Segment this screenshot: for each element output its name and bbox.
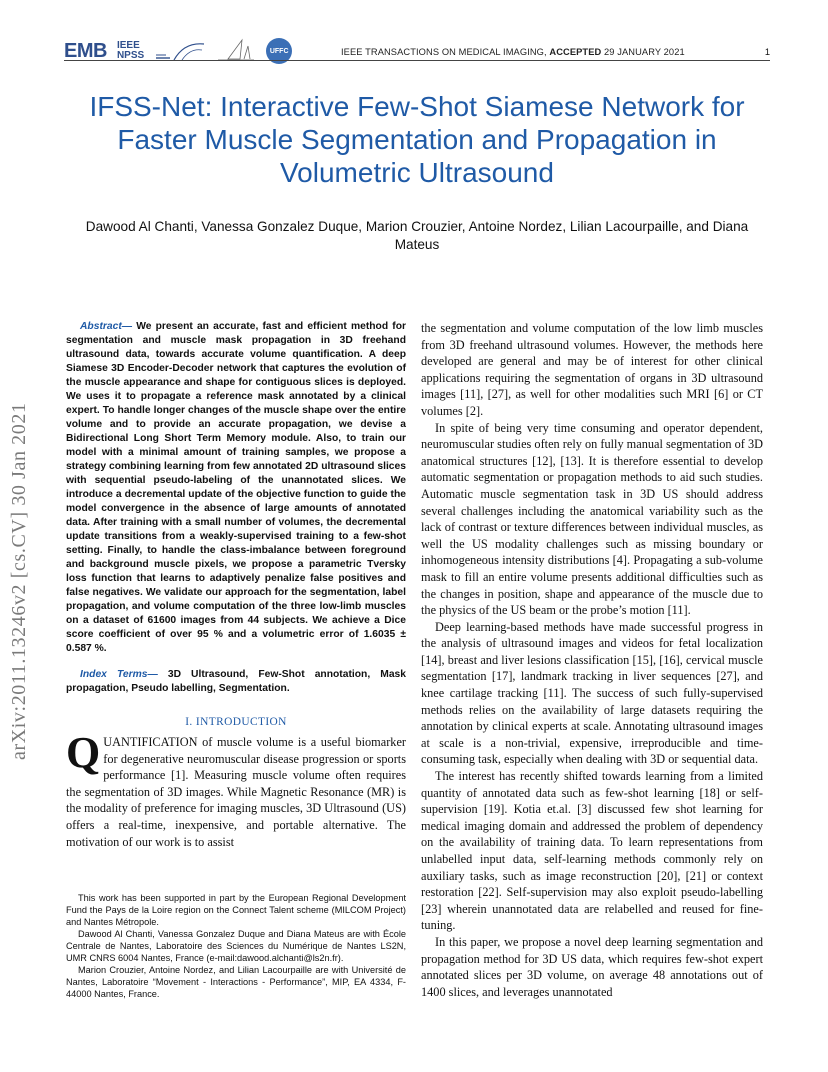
page-header (64, 34, 770, 68)
journal-accepted: ACCEPTED (549, 47, 602, 57)
journal-line (341, 47, 685, 57)
index-terms-text: 3D Ultrasound, Few-Shot annotation, Mask propagation, Pseudo labelling, Segmentation. (66, 669, 407, 694)
paper-title: IFSS-Net: Interactive Few-Shot Siamese Network for Faster Muscle Segmentation and Propagation in Volumetric Ultrasound (89, 91, 745, 188)
index-terms (66, 668, 406, 696)
left-column (66, 320, 406, 850)
abstract-text: We present an accurate, fast and efficient method for segmentation and muscle mask propagation in 3D freehand ultrasound data, towards accurate volume quantification. A deep Siamese 3D Encoder-Decoder network that captures the evolution of the muscle appearance and shape for contiguous slices is deployed. We uses it to propagate a reference mask annotated by a clinical expert. To handle longer changes of the muscle shape over the entire volume and to provide an accurate propagation, we devise a Bidirectional Long Short Term Memory module. Also, to train our model with a minimal amount of training samples, we propose a strategy combining learning from few annotated 2D ultrasound slices with sequential pseudo-labeling of the unannotated slices. We introduce a decremental update of the objective function to guide the model convergence in the absence of large amounts of annotated data. After training with a small number of volumes, the decremental update transitions from a weakly-supervised training to a few-shot setting. Finally, to handle the class-imbalance between foreground and background muscle pixels, we propose a parametric Tversky loss function that learns to adaptively penalize false positives and false negatives. We validate our approach for the segmentation, label propagation, and volume computation of the three low-limb muscles on a dataset of 61600 images from 44 subjects. We achieve a Dice score coefficient of over 95 % and a volumetric error of 1.6035 ± 0.587 %. (66, 321, 406, 654)
author-list: Dawood Al Chanti, Vanessa Gonzalez Duque, Marion Crouzier, Antoine Nordez, Lilian Lacourpaille, and Diana Mateus (85, 219, 749, 252)
intro-text: UANTIFICATION of muscle volume is a useful biomarker for degenerative neuromuscular disease progression or sports performance [1]. Measuring muscle volume often requires the segmentation of 3D images. While Magnetic Resonance (MR) is the modality of preference for imaging muscles, 3D Ultrasound (US) offers a real-time, inexpensive, and portable alternative. The motivation of our work is to assist (66, 735, 406, 849)
page-number: 1 (764, 47, 770, 57)
footnotes (66, 892, 406, 1000)
dropcap: Q (66, 728, 101, 777)
arxiv-stamp: arXiv:2011.13246v2 [cs.CV] 30 Jan 2021 (8, 402, 30, 760)
society-logos (64, 34, 292, 68)
abstract (66, 320, 406, 656)
body-paragraph: Deep learning-based methods have made successful progress in the analysis of ultrasound images and videos for fetal localization [14], breast and liver lesions classification [15], [16], cervical muscle segmentation [17], landmark tracking in liver sequences [27], and knee cartilage tracking [11]. The success of such fully-supervised methods relies on the availability of large datasets requiring the annotation by clinical experts at scale. Annotating ultrasound images at scale is a non-trivial, expensive, irreproducible and time-consuming task, especially when dealing with 3D or sequential data. (421, 619, 763, 767)
journal-prefix: IEEE TRANSACTIONS ON MEDICAL IMAGING, (341, 47, 550, 57)
body-paragraph: The interest has recently shifted towards learning from a limited quantity of annotated data such as few-shot learning [18] or self-supervision [19]. Kotia et.al. [3] discussed few shot learning for medical imaging domain and addressed the problem of dependency on the availability of training data. To learn representations from unlabelled input data, self-learning methods commonly rely on auxiliary tasks, such as image reconstruction [20], [21] or context restoration [22]. Self-supervision may also exploit pseudo-labelling [23] wherein unannotated data are relabelled and reused for fine-tuning. (421, 769, 763, 933)
footnote-affiliation-2: Marion Crouzier, Antoine Nordez, and Lilian Lacourpaille are with Université de Nantes, Laboratoire “Movement - Interactions - Performance”, MIP, EA 4334, F-44000 Nantes, France. (66, 965, 406, 999)
section-heading: I. INTRODUCTION (185, 716, 287, 728)
signal-processing-society-logo (154, 40, 206, 62)
right-column (421, 320, 763, 1000)
footnote-affiliation-1: Dawood Al Chanti, Vanessa Gonzalez Duque and Diana Mateus are with École Centrale de Nantes, Laboratoire des Sciences du Numérique de Nantes LS2N, UMR CNRS 6004 Nantes, France (e-mail:dawood.alchanti@ls2n.fr). (66, 929, 406, 963)
footnote-funding: This work has been supported in part by the European Regional Development Fund the Pays de la Loire region on the Connect Talent scheme (MILCOM Project) and Nantes Métropole. (66, 893, 406, 927)
intro-paragraph (66, 728, 406, 850)
journal-date: 29 JANUARY 2021 (601, 47, 685, 57)
npss-logo-line2: NPSS (116, 50, 145, 61)
abstract-lead: Abstract— (80, 321, 133, 332)
npss-logo (117, 41, 144, 61)
emb-logo: EMB (64, 39, 107, 62)
uffc-logo: UFFC (266, 38, 292, 64)
npss-logo-line1: IEEE (116, 40, 140, 51)
header-rule (64, 60, 770, 61)
index-terms-lead: Index Terms— (80, 669, 158, 680)
body-paragraph: the segmentation and volume computation of the low limb muscles from 3D freehand ultrasound volumes. However, the methods here developed are general and may be of interest for other clinical applications requiring the segmentation of organs in 3D ultrasound images [11], [27], as well for other modalities such MRI [6] or CT volumes [2]. (421, 321, 763, 418)
body-paragraph: In spite of being very time consuming and operator dependent, neuromuscular studies often rely on fully manual segmentation of 3D anatomical structures [12], [13]. It is therefore essential to develop automatic segmentation or propagation methods to aid such studies. Automatic muscle segmentation task in 3D US should address several challenges including the anatomical variability such as the lack of contrast or texture differences between individual muscles, as well the US modality challenges such as missing boundary or inhomogeneous intensity distributions [4]. Propagating a sub-volume mask to fill an entire volume presents additional difficulties such as the changes in position, shape and appearance of the muscle due to the physics of the US beam or the probe’s motion [11]. (421, 420, 763, 618)
body-paragraph: In this paper, we propose a novel deep learning segmentation and propagation method for 3D US data, which requires few-shot expert annotated slices per 3D volume, on average 48 annotations out of 1400 slices, and leverages unannotated (421, 934, 763, 999)
